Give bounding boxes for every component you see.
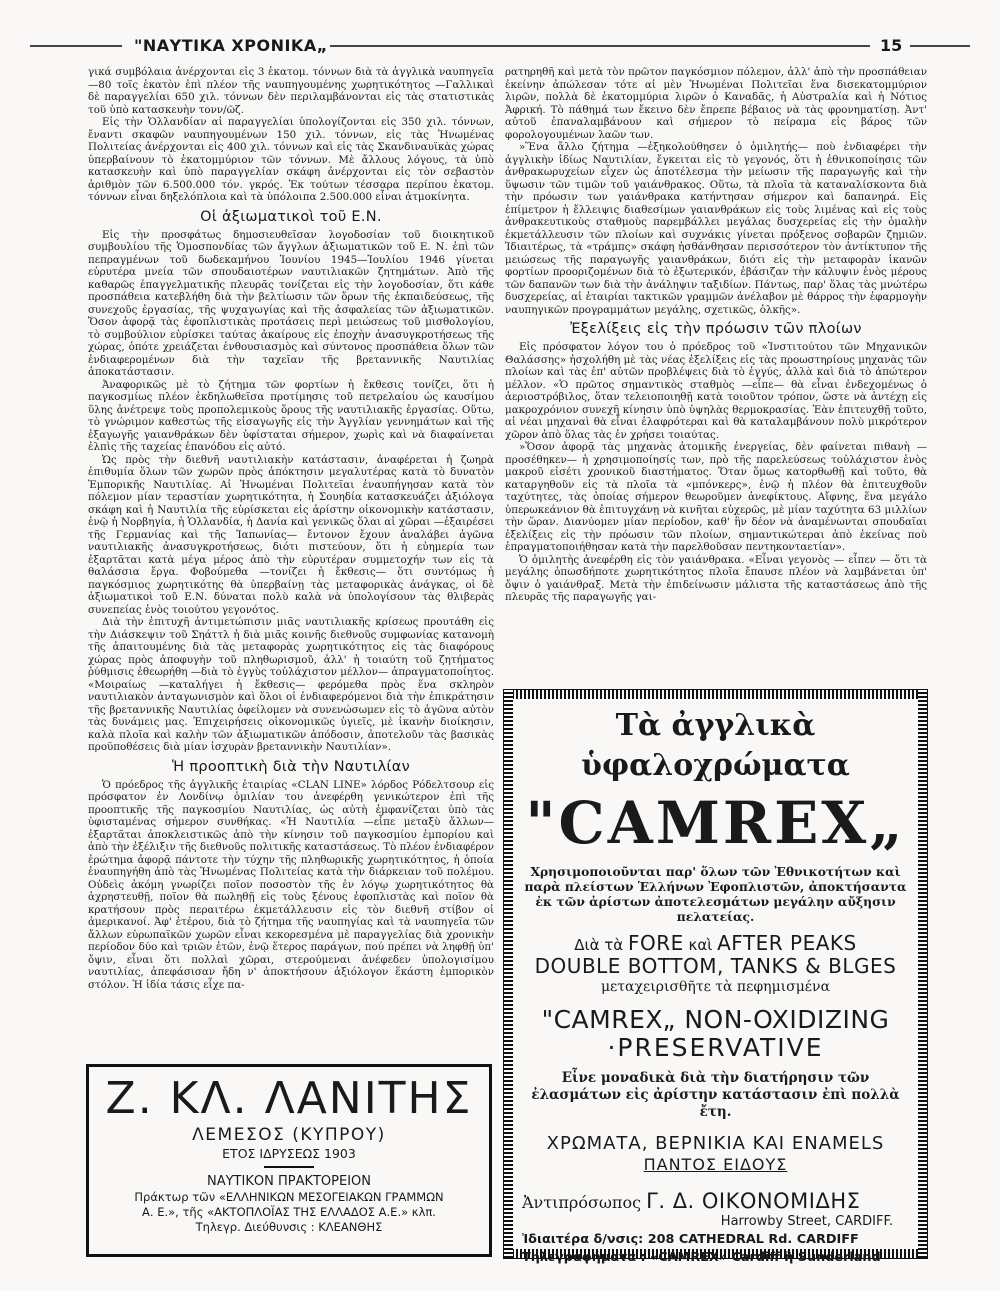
ad-office: ΝΑΥΤΙΚΟΝ ΠΡΑΚΤΟΡΕΙΟΝ bbox=[207, 1174, 371, 1189]
article-paragraph: »Ὅσον ἀφορᾷ τὰς μηχανὰς ἀτομικῆς ἐνεργείας, δὲν φαίνεται πιθανὴ —προσέθηκεν— ἡ χρησιμοποίησίς των, πρὸ τῆς παρελεύσεως τοὐλάχιστον ἑνὸς μακροῦ εἰσέτι χρονικοῦ διαστήματος. Ὅταν ὅμως κατορθωθῇ καὶ τοῦτο, θὰ καταργηθοῦν εἰς τὰ πλοῖα τὰ «μπόνκερς», ἐνῷ ἡ πλέον θὰ ἐπιτευχθοῦν ταχύτητες, τὰς ὁποίας σήμερον θεωροῦμεν ἀνεφίκτους. Αἴφνης, ἕνα μεγάλο ὑπερωκεάνιον θὰ ἐπιτυγχάνῃ νὰ κινῆται εὐχερῶς, μὲ μίαν ταχύτητα 63 μιλλίων τὴν ὥραν. Διανύομεν μίαν περίοδον, καθ' ἣν δέον νὰ ἀναμένωνται σπουδαῖαι ἐξελίξεις εἰς τὴν πρόωσιν τῶν πλοίων, σημαντικώτεραι ἀπὸ ἐκείνας ποὺ ἐπραγματοποιήθησαν κατὰ τὴν παρελθοῦσαν πεντηκονταετίαν». bbox=[505, 441, 927, 553]
ad-content bbox=[518, 704, 913, 1265]
article-paragraph: ρατηρηθῆ καὶ μετὰ τὸν πρῶτον παγκόσμιον πόλεμον, ἀλλ' ἀπὸ τὴν προσπάθειαν ἐκείνην ἀπώλεσαν τότε αἱ μὲν Ἡνωμέναι Πολιτεῖαι ἕνα δισεκατομμύριον λιρῶν, πολλὰ δὲ ἑκατομμύρια λιρῶν ὁ Καναδᾶς, ἡ Αὐστραλία καὶ ἡ Νότιος Ἀφρική. Τὸ πάθημά των ἔκεινο δὲν ἔπρεπε βέβαιος νὰ τὰς φρονηματίσῃ. Ἀντ' αὐτοῦ ἐπαναλαμβάνουν καὶ σήμερον τὸ πείραμα εἰς βάρος τῶν φορολογουμένων λαῶν των. bbox=[505, 66, 927, 141]
ad-for-word: Διὰ τὰ bbox=[574, 936, 624, 954]
ad-unique-text: Εἶνε μοναδικὰ διὰ τὴν διατήρησιν τῶν ἐλασμάτων εἰς ἀρίστην κατάστασιν ἐπὶ πολλὰ ἔτη. bbox=[531, 1070, 900, 1120]
ad-hatch-border bbox=[504, 690, 513, 1258]
article-paragraph: Ὁ ὁμιλητὴς ἀνεφέρθη εἰς τὸν γαιάνθρακα. «Εἶναι γεγονὸς — εἶπεν — ὅτι τὰ μεγάλης ὁπωσδήποτε χωρητικότητος πλοῖα ἔπαυσε πλέον νὰ λαμβάνεται ὑπ' ὄψιν ὁ γαιάνθραξ. Μετὰ τὴν ἐπιδείνωσιν μάλιστα τῆς καταστάσεως ἀπὸ τῆς πλευρᾶς τῆς παραγωγῆς γαι- bbox=[505, 553, 927, 603]
article-paragraph: Διὰ τὴν ἐπιτυχῆ ἀντιμετώπισιν μιᾶς ναυτιλιακῆς κρίσεως προυτάθη εἰς τὴν Διάσκεψιν τοῦ Σηάττλ ἡ διὰ μιᾶς κοινῆς διεθνοῦς συμφωνίας κατανομὴ τῆς ἀπαιτουμένης διὰ τὰς μεταφορὰς χωρητικότητος εἰς τὰς διαφόρους χώρας πρὸς ἀποφυγὴν τοῦ πληθωρισμοῦ, ἀλλ' ἡ τοιαύτη τοῦ ζητήματος ῥύθμισις ἐθεωρήθη —διὰ τὸ ἐγγὺς τοὐλάχιστον μέλλον— ἀπραγματοποίητος. «Μοιραίως —καταλήγει ἡ ἔκθεσις— φερόμεθα πρὸς ἕνα σκληρὸν ναυτιλιακὸν ἀνταγωνισμὸν καὶ ὅλοι οἱ ἐνδιαφερόμενοι διὰ τὴν ἐπικράτησιν τῆς βρεταννικῆς Ναυτιλίας ὀφείλομεν νὰ συνενώσωμεν εἰς τὸ ἀγῶνα αὐτὸν τὰς δυνάμεις μας. Ἐπιχειρήσεις οἰκονομικῶς ὑγιεῖς, μὲ ἱκανὴν διοίκησιν, καλὰ πλοῖα καὶ καλὴν τῶν ἀξιωματικῶν ἀπόδοσιν, ἀποτελοῦν τὰς βασικὰς προϋποθέσεις διὰ μίαν ἰσχυρὰν βρεταννικὴν Ναυτιλίαν». bbox=[88, 616, 494, 753]
newspaper-title: "ΝΑΥΤΙΚΑ ΧΡΟΝΙΚΑ„ bbox=[134, 36, 328, 55]
ad-used-by-text: Χρησιμοποιοῦνται παρ' ὅλων τῶν Ἐθνικοτήτων καὶ παρὰ πλείστων Ἑλλήνων Ἐφοπλιστῶν, ἀποκτήσαντα ἐκ τῶν ἀρίστων ἀποτελεσμάτων μεγάλην αὔξησιν πελατείας. bbox=[524, 864, 907, 924]
left-column bbox=[88, 66, 494, 991]
ad-agent-line: Α. Ε.», τῆς «ΑΚΤΟΠΛΟΪΑΣ ΤΗΣ ΕΛΛΑΔΟΣ Α.Ε.» κλπ. bbox=[142, 1205, 436, 1219]
header-rule-middle bbox=[330, 45, 870, 47]
page-number: 15 bbox=[880, 36, 903, 55]
ad-company-name: Ζ. ΚΛ. ΛΑΝΙΤΗΣ bbox=[105, 1073, 473, 1124]
ad-double-bottom: DOUBLE BOTTOM, TANKS & BLGES bbox=[534, 954, 897, 978]
article-paragraph: »Ἕνα ἄλλο ζήτημα —ἐξηκολούθησεν ὁ ὁμιλητής— ποὺ ἐνδιαφέρει τὴν ἀγγλικὴν ἰδίως Ναυτιλίαν, ἔγκειται εἰς τὸ γεγονός, ὅτι ἡ ἐθνικοποίησις τῶν ἀνθρακωρυχείων εἶχεν ὡς ἀποτέλεσμα τὴν μείωσιν τῆς παραγωγῆς καὶ τὴν ὕψωσιν τῶν τιμῶν τοῦ γαιάνθρακος. Οὕτω, τὰ πλοῖα τὰ καταναλίσκοντα διὰ τὴν πρόωσιν των γαιάνθρακα κατήντησαν σήμερον καὶ δαπανηρά. Εἰς ἐπίμετρον ἡ ἔλλειψις διαθεσίμων γαιανθράκων εἰς τοὺς λιμένας καὶ εἰς τοὺς ἀνθρακευτικοὺς σταθμοὺς παρεμβάλλει μεγάλας δυσχερείας εἰς τὴν ὁμαλὴν ἐκμετάλλευσιν τῶν πλοίων καὶ συχνάκις γίνεται πρόξενος σοβαρῶν ζημιῶν. Ἰδιαιτέρως, τὰ «τράμπς» σκάφη ἠσθάνθησαν περισσότερον τὸν ἀντίκτυπον τῆς μειώσεως τῆς παραγωγῆς γαιανθράκων, διότι εἰς τὴν μεταφορὰν ἱκανῶν φορτίων προοριζομένων διὰ τὸ ἐξωτερικόν, ἐβάσιζαν τὴν κάλυψιν ἑνὸς μέρους τῶν δαπανῶν των διὰ τὴν ἀνάληψιν ταξιδίων. Πάντως, παρ' ὅλας τὰς μνώτέρω δυσχερείας, αἱ ἑταιρίαι τακτικῶν γραμμῶν ἀνέλαβον μὲ θάρρος τὴν ἐφαρμογὴν ναυπηγικῶν προγραμμάτων μεγάλης, σχετικῶς, ὁλκῆς». bbox=[505, 141, 927, 316]
ad-rep-name: Γ. Δ. ΟΙΚΟΝΟΜΙΔΗΣ bbox=[646, 1189, 861, 1213]
article-paragraph: Ἀναφορικῶς μὲ τὸ ζήτημα τῶν φορτίων ἡ ἔκθεσις τονίζει, ὅτι ἡ παγκοσμίως πλέον ἐκδηλωθεῖσα προτίμησις τοῦ πετρελαίου ὡς καυσίμου ὕλης ἀνέτρεψε τοὺς προπολεμικοὺς ὅρους τῆς ναυτιλιακῆς ἐργασίας. Οὕτω, τὸ γνώριμον καθεστὼς τῆς εἰσαγωγῆς εἰς τὴν Ἀγγλίαν γεννημάτων καὶ τῆς ἐξαγωγῆς γαιανθράκων δὲν ὑφίσταται σήμερον, χωρὶς καὶ νὰ διαφαίνεται ἐλπὶς τῆς ταχείας ἐπανόδου εἰς αὐτό. bbox=[88, 378, 494, 453]
section-heading-outlook: Ἡ προοπτικὴ διὰ τὴν Ναυτιλίαν bbox=[172, 758, 410, 775]
ad-street: Harrowby Street, CARDIFF. bbox=[720, 1214, 893, 1229]
section-heading-propulsion: Ἐξελίξεις εἰς τὴν πρόωσιν τῶν πλοίων bbox=[570, 321, 862, 337]
article-paragraph: Εἰς πρόσφατον λόγον του ὁ πρόεδρος τοῦ «Ἰνστιτούτου τῶν Μηχανικῶν Θαλάσσης» ἠσχολήθη μὲ τὰς νέας ἐξελίξεις εἰς τὰς προωστηρίους μηχανὰς τῶν πλοίων καὶ τὰς ἐπ' αὐτῶν προβλέψεις διὰ τὸ ἐγγύς, ἀλλὰ καὶ διὰ τὸ ἀπώτερον μέλλον. «Ὁ πρῶτος σημαντικὸς σταθμὸς —εἶπε— θὰ εἶναι ἐνδεχομένως ὁ ἀεριοστρόβιλος, ὅταν τελειοποιηθῇ κατὰ τοιοῦτον τρόπον, ὥστε νὰ ἀντέχῃ εἰς μακροχρόνιον συνεχῆ κίνησιν ὑπὸ ὑψηλὰς θερμοκρασίας. Ἐὰν ἐπιτευχθῇ τοῦτο, αἱ νέαι μηχαναὶ θὰ εἶναι ἐλαφρότεραι καὶ θὰ καταλαμβάνουν πολὺ μικρότερον χῶρον ἀπὸ ὅλας τὰς ἐν χρήσει τοιαύτας. bbox=[505, 341, 927, 441]
ad-location: ΛΕΜΕΣΟΣ (ΚΥΠΡΟΥ) bbox=[192, 1125, 386, 1145]
section-heading-officers: Οἱ ἀξιωματικοὶ τοῦ Ε.Ν. bbox=[200, 208, 382, 225]
ad-representative bbox=[518, 1191, 913, 1213]
article-paragraph: Ὡς πρὸς τὴν διεθνῆ ναυτιλιακὴν κατάστασιν, ἀναφέρεται ἡ ζωηρὰ ἐπιθυμία ὅλων τῶν χωρῶν πρὸς ἀπόκτησιν μεγαλυτέρας κατὰ τὸ δυνατὸν Ἐμπορικῆς Ναυτιλίας. Αἱ Ἡνωμέναι Πολιτεῖαι ἐναυπήγησαν κατὰ τὸν πόλεμον μίαν τεραστίαν χωρητικότητα, ἡ Σουηδία κατασκευάζει ἀξιόλογα σκάφη καὶ ἡ Ναυτιλία τῆς εὑρίσκεται εἰς ἀρίστην οἰκονομικὴν κατάστασιν, ἐνῷ ἡ Νορβηγία, ἡ Ὁλλανδία, ἡ Δανία καὶ γενικῶς ὅλαι αἱ χῶραι —ἐξαιρέσει τῆς Γερμανίας καὶ τῆς Ἰαπωνίας— ἔντονον ἔχουν ἀναλάβει ἀγῶνα ναυτιλιακῆς ἀνασυγκροτήσεως, διότι πιστεύουν, ὅτι ἡ εὐημερία των ἐξαρτᾶται κατὰ μέγα μέρος ἀπὸ τὴν εὐρυτέραν συμμετοχήν των εἰς τὰ θαλάσσια ἔργα. Φοβούμεθα —τονίζει ἡ ἔκθεσις— ὅτι συντόμως ἡ παγκόσμιος χωρητικότης θὰ ὑπερβαίνῃ τὰς μεταφορικὰς ἀνάγκας, οἱ δὲ ἀξιωματικοὶ τοῦ Ε.Ν. δύναται πολὺ καλὰ νὰ ὑπολογίσουν τὰς θλιβερὰς συνεπείας ἑνὸς τοιούτου γεγονότος. bbox=[88, 453, 494, 616]
ad-use-the: μεταχειρισθῆτε τὰ πεφημισμένα bbox=[600, 979, 831, 995]
page-header bbox=[30, 36, 970, 56]
ad-agent-line: Πράκτωρ τῶν «ΕΛΛΗΝΙΚΩΝ ΜΕΣΟΓΕΙΑΚΩΝ ΓΡΑΜΜΩΝ bbox=[134, 1190, 444, 1204]
ad-address: Ἰδιαιτέρα δ/νσις: 208 CATHEDRAL Rd. CARDIFF bbox=[522, 1232, 859, 1247]
ad-paints: ΧΡΩΜΑΤΑ, ΒΕΡΝΙΚΙΑ ΚΑΙ ENAMELS bbox=[546, 1133, 885, 1154]
article-paragraph: Εἰς τὴν προσφάτως δημοσιευθεῖσαν λογοδοσίαν τοῦ διοικητικοῦ συμβουλίου τῆς Ὁμοσπονδίας τῶν ἄγγλων ἀξιωματικῶν τοῦ Ε. Ν. ἐπὶ τῶν πεπραγμένων τοῦ δωδεκαμήνου Ἰουνίου 1945—Ἰουλίου 1946 γίνεται εὐρυτέρα μνεία τῶν σπουδαιοτέρων ναυτιλιακῶν ζητημάτων. Ἀπὸ τῆς καθαρῶς ἐπαγγελματικῆς πλευρᾶς τονίζεται εἰς τὴν λογοδοσίαν, ὅτι κάθε προσπάθεια κατεβλήθη διὰ τὴν βελτίωσιν τῶν ὅρων τῆς ἐκπαιδεύσεως, τῆς συνεχοῦς ἐργασίας, τῆς ψυχαγωγίας καὶ τῆς ἀσφαλείας τῶν ἀξιωματικῶν. Ὅσον ἀφορᾷ τὰς ἐφοπλιστικὰς προτάσεις περὶ μειώσεως τοῦ μισθολογίου, τὸ συμβούλιον εὑρίσκει ταύτας ἀκαίρους εἰς ἐποχὴν ἀνασυγκροτήσεως τῆς χώρας, ὁπότε χρειάζεται ἐνθουσιασμὸς καὶ σύντονος προσπάθεια ὅλων τῶν ἐνδιαφερομένων διὰ τὴν ταχεῖαν τῆς βρεταννικῆς Ναυτιλίας ἀποκατάστασιν. bbox=[88, 228, 494, 378]
lanitis-advertisement bbox=[86, 1064, 492, 1257]
header-rule-right bbox=[910, 45, 970, 47]
ad-headline: Τὰ ἀγγλικὰ ὑφαλοχρώματα bbox=[581, 708, 850, 783]
article-paragraph: Ὁ πρόεδρος τῆς ἀγγλικῆς ἑταιρίας «CLAN LINE» λόρδος Ρόδελτσουρ εἰς πρόσφατον ἐν Λονδίνῳ ὁμιλίαν του ἀνεφέρθη γενικώτερον ἐπὶ τῆς προοπτικῆς τῆς παγκοσμίου Ναυτιλίας, ὡς αὐτὴ ἐμφανίζεται ὑπὸ τὰς ὑφισταμένας σήμερον συνθήκας. «Ἡ Ναυτιλία —εἶπε μεταξὺ ἄλλων— ἐξαρτᾶται ἀποκλειστικῶς ἀπὸ τὴν κίνησιν τοῦ παγκοσμίου ἐμπορίου καὶ ἀπὸ τὴν ἐξέλιξιν τῆς διεθνοῦς πολιτικῆς καταστάσεως. Τὸ πλέον ἐνδιαφέρον ἐρώτημα ἀφορᾷ πάντοτε τὴν τύχην τῆς πληθωρικῆς χωρητικότητος, ἡ ὁποία ἐναυπηγήθη ἀπὸ τὰς Ἡνωμένας Πολιτείας κατὰ τὴν διάρκειαν τοῦ πολέμου. Οὐδεὶς ἀκόμη γνωρίζει ποῖον ποσοστὸν τῆς ἐν λόγῳ χωρητικότητος θὰ ἀχρηστευθῇ, ποῖον θὰ πωληθῇ εἰς τοὺς ξένους ἐφοπλιστὰς καὶ ποῖον θὰ κρατήσουν πρὸς περαιτέρω ἐκμετάλλευσιν εἰς τὸν διεθνῆ στίβον οἱ ἀμερικανοί. Ἀφ' ἑτέρου, διὰ τὸ ζήτημα τῆς ναυπηγίας καὶ τὰ ναυπηγεῖα τῶν ἄλλων εὑρωπαϊκῶν χωρῶν εἶναι κεκορεσμένα μὲ παραγγελίας διὰ χρονικὴν περίοδον δύο καὶ τριῶν ἐτῶν, ἐνῷ ἕτερος παράγων, πού πρέπει νὰ ληφθῇ ὑπ' ὄψιν, εἶναι ὅτι πολλαὶ χῶραι, στερούμεναι ἀνέφεδεν ὑπολογισίμου ναυτιλίας, ἀπεφάσισαν ἤδη ν' ἀποκτήσουν ἀξιόλογον ἕκάστη ἐμπορικὸν στόλον. Ἡ ἰδία τάσις εἶχε πα- bbox=[88, 778, 494, 991]
ad-fore: FORE bbox=[627, 931, 684, 955]
ad-non-oxidizing: "CAMREX„ NON-OXIDIZING bbox=[541, 1005, 890, 1034]
ad-divider bbox=[264, 1166, 314, 1168]
header-rule-left bbox=[30, 45, 122, 47]
ad-rep-label: Ἀντιπρόσωπος bbox=[522, 1193, 642, 1212]
ad-established: ΕΤΟΣ ΙΔΡΥΣΕΩΣ 1903 bbox=[222, 1146, 356, 1161]
article-paragraph: γικά συμβόλαια ἀνέρχονται εἰς 3 ἑκατομ. τόννων διὰ τὰ ἀγγλικὰ ναυπηγεῖα —80 τοῖς ἑκατὸν ἐπὶ πλέον τῆς ναυπηγουμένης χωρητικότητος —Γαλλικαὶ δὲ παραγγελίαι 650 χιλ. τόννων δὲν περιλαμβάνονται εἰς τὰς στατιστικὰς τοῦ ὑπὸ κατασκευὴν τονν/ῶζ. bbox=[88, 66, 494, 116]
ad-preservative: ·PRESERVATIVE bbox=[607, 1033, 824, 1062]
right-column bbox=[505, 66, 927, 604]
ad-hatch-border bbox=[504, 690, 927, 699]
ad-fore-after-peaks bbox=[518, 931, 913, 955]
ad-hatch-border bbox=[918, 690, 927, 1258]
ad-and-word: καὶ bbox=[688, 936, 713, 954]
ad-telegrams: Τηλεγραφήματα : «CAMREX» Cardiff ἢ Sunderland bbox=[522, 1250, 881, 1265]
ad-brand-name: "CAMREX„ bbox=[525, 789, 906, 857]
ad-all-kinds: ΠΑΝΤΟΣ ΕΙΔΟΥΣ bbox=[643, 1155, 788, 1174]
ad-after-peaks: AFTER PEAKS bbox=[717, 931, 857, 955]
ad-telegraph: Τηλεγρ. Διεύθυνσις : ΚΛΕΑΝΘΗΣ bbox=[195, 1220, 383, 1234]
camrex-advertisement bbox=[503, 689, 928, 1265]
article-paragraph: Εἰς τὴν Ὁλλανδίαν αἱ παραγγελίαι ὑπολογίζονται εἰς 350 χιλ. τόννων, ἔναντι σκαφῶν ναυπηγουμένων 150 χιλ. τόννων, εἰς τὰς Ἡνωμένας Πολιτείας ἀνέρχονται εἰς 400 χιλ. τόννων καὶ εἰς τὰς Σκανδιναυϊκὰς χώρας ὑπερβαίνουν τὸ ἑκατομμύριον τῶν τόννων. Μὲ ἄλλους λόγους, τὰ ὑπὸ κατασκευὴν καὶ ὑπὸ παραγγελίαν σκάφη ἀνέρχονται εἰς τὸν σεβαστὸν ἀριθμὸν τῶν 6.500.000 τόν. γκρός. Ἐκ τούτων τέσσαρα περίπου ἑκατομ. τόννων εἶναι δηξελόπλοια καὶ τὰ ὑπόλοιπα 2.500.000 εἶναι ἀτμοκίνητα. bbox=[88, 116, 494, 203]
